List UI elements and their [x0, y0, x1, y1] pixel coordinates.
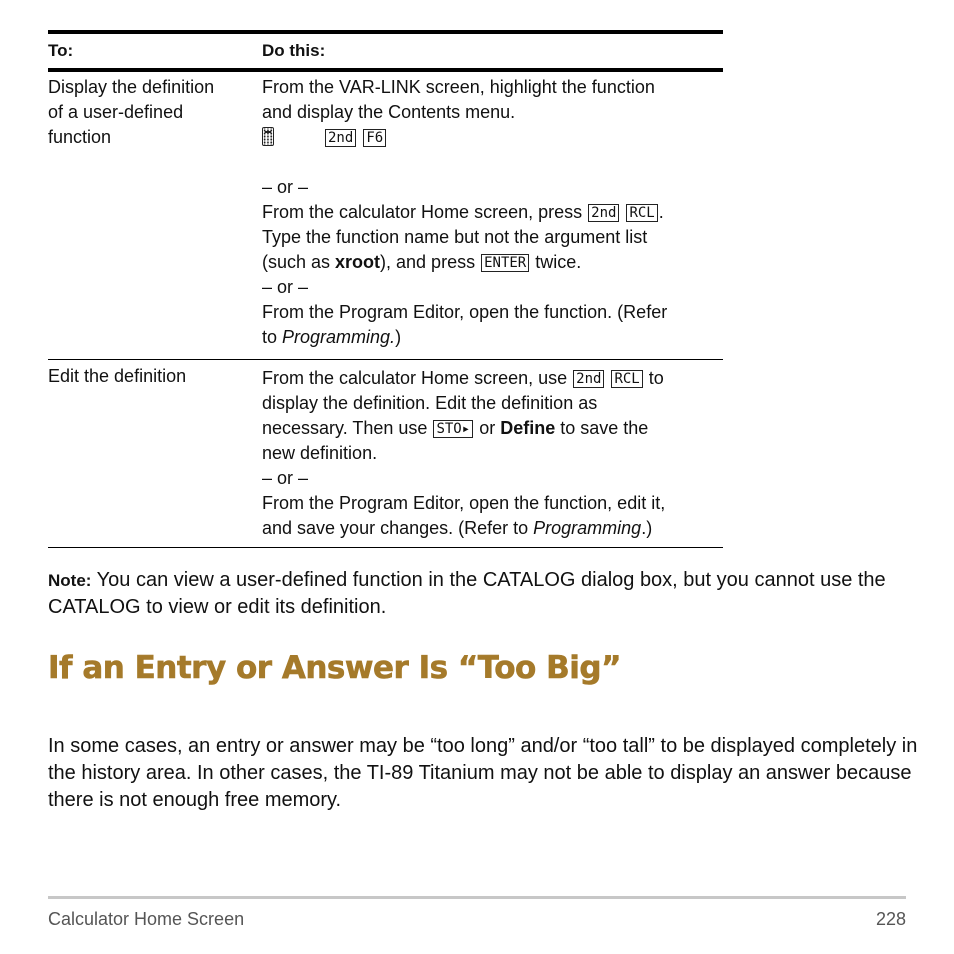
key-sto: STO▸ [433, 420, 473, 438]
task-cell: Edit the definition [48, 366, 187, 386]
table-row [48, 72, 723, 359]
header-to: To: [48, 41, 74, 60]
note-label: Note: [48, 571, 92, 590]
key-2nd: 2nd [325, 129, 356, 147]
footer-section-title: Calculator Home Screen [48, 909, 245, 929]
page-number: 228 [875, 909, 906, 929]
key-2nd: 2nd [588, 204, 619, 222]
table-header [48, 34, 723, 68]
key-enter: ENTER [481, 254, 529, 272]
key-f6: F6 [363, 129, 386, 147]
body-paragraph: In some cases, an entry or answer may be “too long” and/or “too tall” to be displayed completely in the history area. In other cases, the TI-89 Titanium may not be able to display an answer because there is not enough free memory. [48, 735, 918, 811]
note [48, 567, 918, 621]
table-bottom-rule [48, 547, 723, 548]
footer-rule [48, 896, 906, 899]
header-do-this: Do this: [262, 41, 326, 60]
note-text: You can view a user-defined function in the CATALOG dialog box, but you cannot use the CATALOG to view or edit its definition. [48, 569, 886, 618]
key-2nd: 2nd [573, 370, 604, 388]
task-cell: Display the definition of a user-defined function [48, 77, 215, 147]
key-rcl: RCL [626, 204, 657, 222]
table-row [48, 360, 723, 547]
section-heading: If an Entry or Answer Is “Too Big” [48, 650, 621, 686]
calculator-icon [262, 127, 274, 146]
steps-cell: From the VAR-LINK screen, highlight the function and display the Contents menu. 2nd F6 – or – From the calculator Home screen, press 2nd RCL . Type the function name but not the argument list (such as xroot), and press ENTER twice. – or – From the Program Editor, open the function. (Refer to Programming.) [262, 77, 668, 347]
steps-cell: From the calculator Home screen, use 2nd RCL to display the definition. Edit the definition as necessary. Then use STO▸ or Define to save the new definition. – or – From the Program Editor, open the function, edit it, and save your changes. (Refer to Programming.) [262, 368, 666, 538]
key-rcl: RCL [611, 370, 642, 388]
instruction-table [48, 30, 723, 548]
